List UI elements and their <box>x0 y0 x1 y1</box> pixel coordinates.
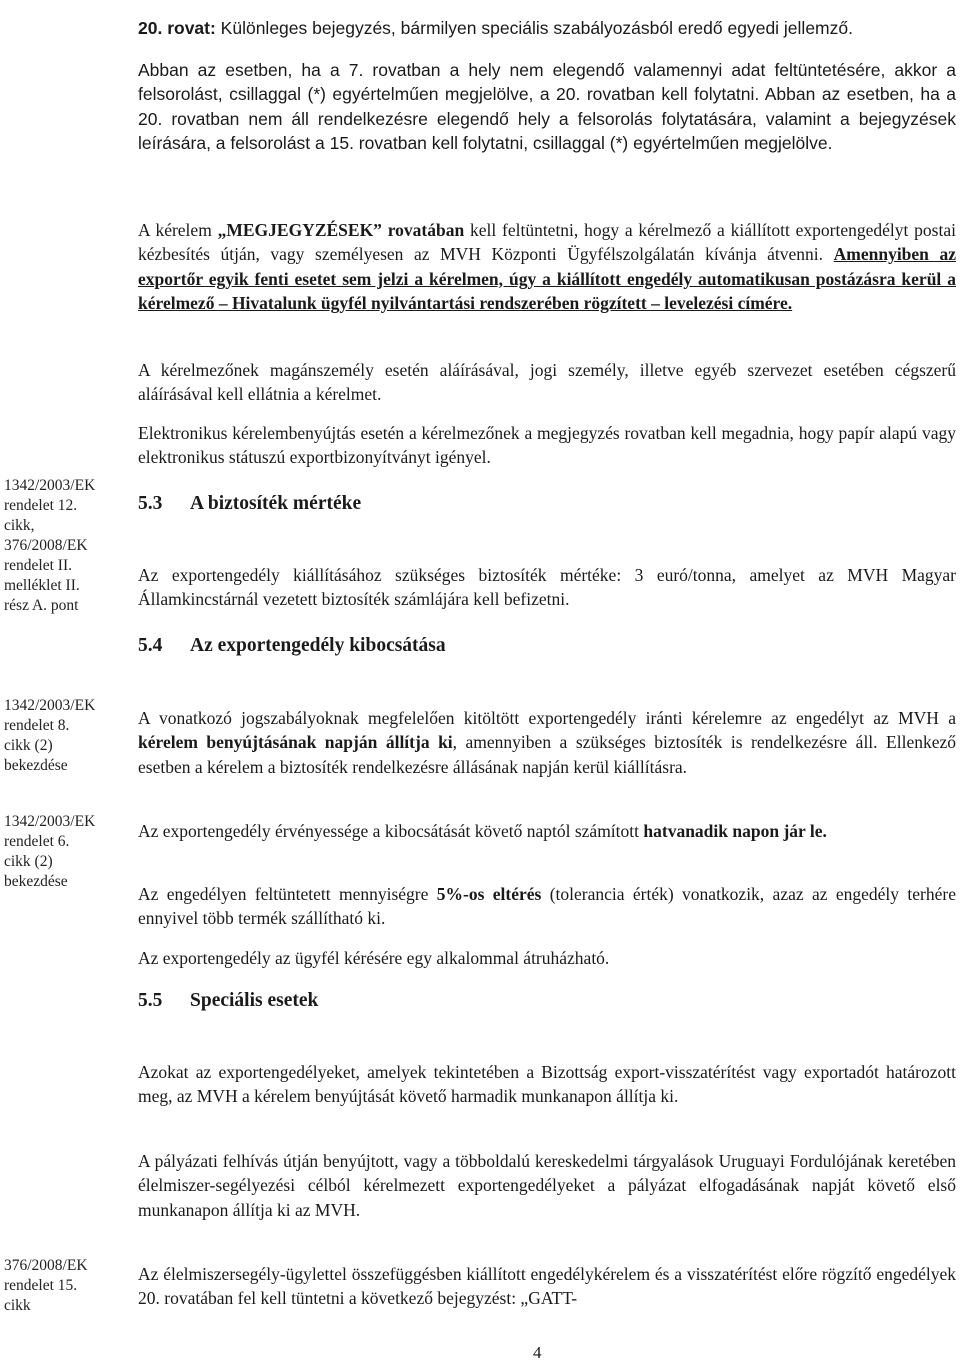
sidenote-3 <box>4 812 132 892</box>
bold-run: kérelem benyújtásának napján állítja ki <box>138 732 453 752</box>
section-5-3-heading <box>138 493 361 515</box>
section-5-4-heading <box>138 635 446 657</box>
sidenote-line: cikk (2) <box>4 853 53 870</box>
sidenote-2 <box>4 696 132 776</box>
section-5-4-paragraph-2 <box>138 801 956 861</box>
sidenote-line: 1342/2003/EK <box>4 697 96 714</box>
sidenote-line: rendelet 8. <box>4 717 70 734</box>
paragraph-text: Elektronikus kérelembenyújtás esetén a kérelmezőnek a megjegyzés rovatban kell megadnia, hogy papír alapú vagy elektronikus státuszú exportbizonyítványt igényel. <box>138 422 956 467</box>
bold-run: „MEGJEGYZÉSEK” rovatában <box>217 219 465 240</box>
sidenote-line: bekezdése <box>4 757 68 774</box>
section-5-4-paragraph-4 <box>138 928 956 988</box>
sidenote-line: 1342/2003/EK <box>4 813 96 830</box>
paragraph-text: Azokat az exportengedélyeket, amelyek tekintetében a Bizottság export-visszatérítést vagy exportadót határozott meg, az MVH a kérelem benyújtását követő harmadik munkanapon állítja ki. <box>138 1061 956 1106</box>
section-title: Speciális esetek <box>190 990 319 1011</box>
section-5-5-heading <box>138 990 318 1012</box>
section-5-5-paragraph-3 <box>138 1244 956 1328</box>
elektronikus-paragraph <box>138 403 956 487</box>
sidenote-line: cikk <box>4 1297 31 1314</box>
section-5-5-paragraph-1 <box>138 1042 956 1126</box>
underlined-notice: Amennyiben az exportőr egyik fenti esetet sem jelzi a kérelmen, úgy a kiállított engedély automatikusan postázásra kerül a kérelmező – Hivatalunk ügyfél nyilvántartási rendszerében rögzített – levelezési címére. <box>138 244 957 313</box>
sidenote-line: rendelet 6. <box>4 833 70 850</box>
rovat-20-block <box>138 0 956 173</box>
section-number: 5.5 <box>138 990 163 1011</box>
section-number: 5.4 <box>138 635 163 656</box>
rovat-20-heading <box>138 16 956 41</box>
paragraph-text: Az élelmiszersegély-ügylettel összefüggésben kiállított engedélykérelem és a visszatérítést előre rögzítő engedélyek 20. rovatában fel kell tüntetni a következő bejegyzést: „GATT- <box>138 1263 956 1308</box>
sidenote-4 <box>4 1256 132 1316</box>
sidenote-line: rész A. pont <box>4 597 79 614</box>
paragraph-text: Az exportengedély kiállításához szükséges biztosíték mértéke: 3 euró/tonna, amelyet az MVH Magyar Államkincstárnál vezetett biztosíték számlájára kell befizetni. <box>138 564 956 609</box>
bold-run: 5%-os eltérés <box>436 883 542 904</box>
sidenote-line: 376/2008/EK <box>4 537 88 554</box>
section-number: 5.3 <box>138 493 163 514</box>
text-run: Az engedélyen feltüntetett mennyiségre <box>138 883 437 904</box>
section-5-3-paragraph <box>138 545 956 629</box>
sidenote-line: cikk (2) <box>4 737 53 754</box>
text-run: Az exportengedély érvényessége a kibocsátását követő naptól számított <box>138 820 644 841</box>
text-run: A vonatkozó jogszabályoknak megfelelően kitöltött exportengedély iránti kérelemre az engedélyt az MVH a <box>138 707 956 728</box>
sidenote-line: 1342/2003/EK <box>4 477 96 494</box>
rovat-20-text: Különleges bejegyzés, bármilyen speciális szabályozásból eredő egyedi jellemző. <box>215 17 853 38</box>
paragraph-text: A kérelmezőnek magánszemély esetén aláírásával, jogi személy, illetve egyéb szervezet esetében cégszerű aláírásával kell ellátnia a kérelmet. <box>138 359 956 404</box>
page-number: 4 <box>533 1343 542 1362</box>
section-title: Az exportengedély kibocsátása <box>190 635 446 656</box>
section-5-5-paragraph-2 <box>138 1131 956 1240</box>
rovat-20-label: 20. rovat: <box>138 17 216 38</box>
section-title: A biztosíték mértéke <box>190 493 362 514</box>
bold-run: hatvanadik napon jár le. <box>643 820 827 841</box>
text-run: (tolerancia érték) vonatkozik, azaz az engedély terhére ennyivel több termék szállítható ki. <box>138 883 956 928</box>
sidenote-line: rendelet II. <box>4 557 72 574</box>
text-run: kell feltüntetni, hogy a kérelmező a kiállított exportengedélyt postai kézbesítés útján, vagy személyesen az MVH Központi Ügyfélszolgálatán kívánja átvenni. <box>138 219 956 264</box>
sidenote-line: melléklet II. <box>4 577 80 594</box>
sidenote-line: rendelet 12. <box>4 497 78 514</box>
section-5-4-paragraph-1 <box>138 688 956 797</box>
sidenote-line: 376/2008/EK <box>4 1257 88 1274</box>
rovat-20-paragraph: Abban az esetben, ha a 7. rovatban a hely nem elegendő valamennyi adat feltüntetésére, akkor a felsorolást, csillaggal (*) egyértelműen megjelölve, a 20. rovatban kell folytatni. Abban az esetben, ha a 20. rovatban nem áll rendelkezésre elegendő hely a felsorolás folytatására, valamint a bejegyzések leírására, a felsorolást a 15. rovatban kell folytatni, csillaggal (*) egyértelműen megjelölve. <box>138 59 956 153</box>
text-run: A kérelem <box>138 219 218 240</box>
sidenote-line: rendelet 15. <box>4 1277 78 1294</box>
paragraph-text: A pályázati felhívás útján benyújtott, vagy a többoldalú kereskedelmi tárgyalások Uruguayi Fordulójának keretében élelmiszer-segélyezési célból kérelmezett exportengedélyeket a pályázat elfogadásának napját követő első munkanapon állítja ki az MVH. <box>138 1150 956 1220</box>
paragraph-text: Az exportengedély az ügyfél kérésére egy alkalommal átruházható. <box>138 947 610 968</box>
megjegyzesek-paragraph <box>138 200 956 333</box>
sidenote-line: cikk, <box>4 517 35 534</box>
sidenote-1 <box>4 476 132 616</box>
text-run: , amennyiben a szükséges biztosíték is rendelkezésre áll. Ellenkező esetben a kérelem a biztosíték rendelkezésre állásának napján kerül kiállításra. <box>138 732 957 777</box>
sidenote-line: bekezdése <box>4 873 68 890</box>
